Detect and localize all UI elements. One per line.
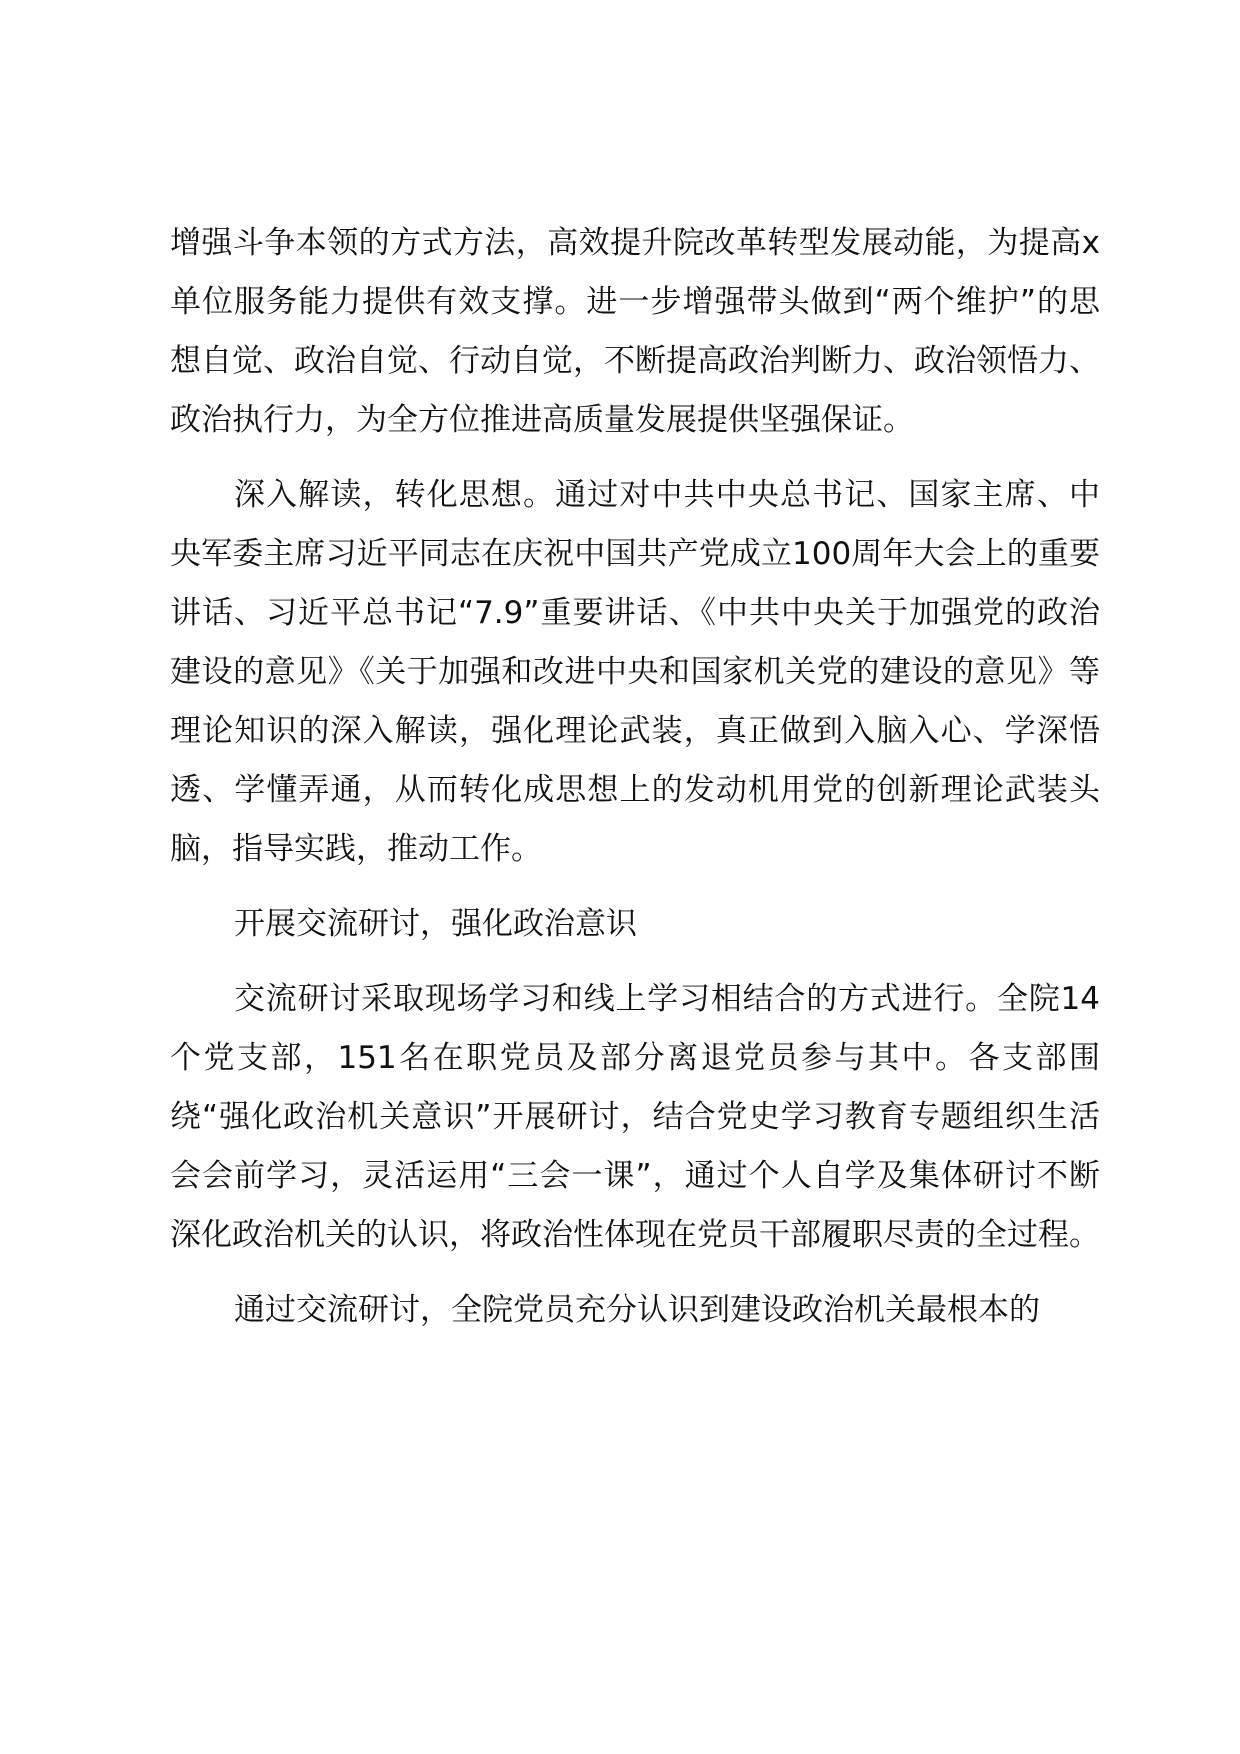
paragraph-deep-interpretation: 深入解读，转化思想。通过对中共中央总书记、国家主席、中央军委主席习近平同志在庆祝中国共产党成立100周年大会上的重要讲话、习近平总书记“7.9”重要讲话、《中共中央关于加强党的政治建设的意见》《关于加强和改进中央和国家机关党的建设的意见》等理论知识的深入解读，强化理论武装，真正做到入脑入心、学深悟透、学懂弄通，从而转化成思想上的发动机用党的创新理论武装头脑，指导实践，推动工作。 xyxy=(170,477,1100,867)
paragraph-continuation: 增强斗争本领的方式方法，高效提升院改革转型发展动能，为提高x单位服务能力提供有效支撑。进一步增强带头做到“两个维护”的思想自觉、政治自觉、行动自觉，不断提高政治判断力、政治领悟力、政治执行力，为全方位推进高质量发展提供坚强保证。 xyxy=(170,225,1100,438)
paragraph-exchange-method: 交流研讨采取现场学习和线上学习相结合的方式进行。全院14个党支部，151名在职党员及部分离退党员参与其中。各支部围绕“强化政治机关意识”开展研讨，结合党史学习教育专题组织生活会会前学习，灵活运用“三会一课”，通过个人自学及集体研讨不断深化政治机关的认识，将政治性体现在党员干部履职尽责的全过程。 xyxy=(170,981,1100,1253)
document-body xyxy=(170,214,1100,1340)
paragraph-exchange-outcome: 通过交流研讨，全院党员充分认识到建设政治机关最根本的 xyxy=(234,1292,1040,1328)
section-heading-exchange-discussion: 开展交流研讨，强化政治意识 xyxy=(234,906,637,942)
